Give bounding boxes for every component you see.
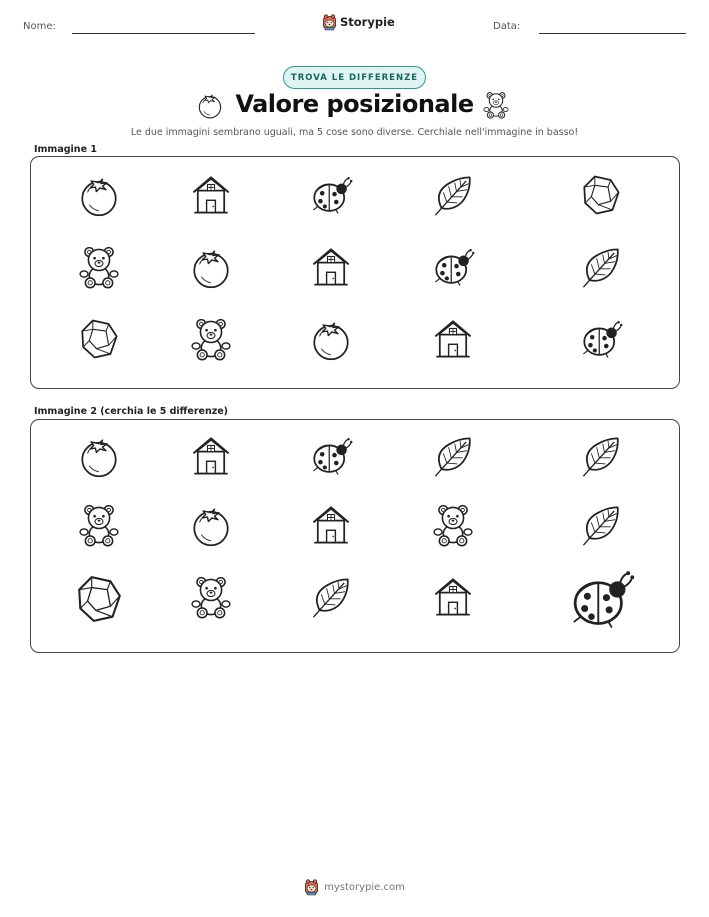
house-icon[interactable] xyxy=(309,503,353,547)
panel-1-label: Immagine 1 xyxy=(34,144,97,155)
house-icon[interactable] xyxy=(431,575,475,619)
leaf-icon xyxy=(431,173,475,217)
tomato-icon[interactable] xyxy=(189,503,233,547)
house-icon xyxy=(189,173,233,217)
storypie-logo-icon xyxy=(304,879,319,896)
panel-2-label: Immagine 2 (cerchia le 5 differenze) xyxy=(34,406,229,417)
teddy-bear-icon xyxy=(482,91,510,119)
footer-site: mystorypie.com xyxy=(324,882,405,893)
leaf-icon[interactable] xyxy=(579,434,623,478)
brand xyxy=(322,12,395,32)
brand-name: Storypie xyxy=(340,15,395,29)
tomato-icon xyxy=(189,245,233,289)
tomato-icon xyxy=(309,317,353,361)
leaf-icon xyxy=(579,245,623,289)
leaf-icon[interactable] xyxy=(431,434,475,478)
gem-icon xyxy=(579,173,623,217)
date-label: Data: xyxy=(493,21,521,32)
house-icon xyxy=(431,317,475,361)
storypie-logo-icon xyxy=(322,14,337,31)
teddy-bear-icon[interactable] xyxy=(189,575,233,619)
gem-icon[interactable] xyxy=(73,573,125,625)
ladybug-icon xyxy=(579,317,623,361)
house-icon[interactable] xyxy=(189,434,233,478)
page-title: Valore posizionale xyxy=(235,90,474,118)
ladybug-icon xyxy=(309,173,353,217)
activity-tag: TROVA LE DIFFERENZE xyxy=(283,66,426,89)
teddy-bear-icon xyxy=(77,245,121,289)
name-label: Nome: xyxy=(23,21,56,32)
picture-panel-2[interactable] xyxy=(30,419,680,653)
date-field[interactable] xyxy=(539,33,686,34)
name-field[interactable] xyxy=(72,33,255,34)
instructions: Le due immagini sembrano uguali, ma 5 cose sono diverse. Cerchiale nell'immagine in basso! xyxy=(130,127,579,138)
ladybug-icon[interactable] xyxy=(309,434,353,478)
picture-panel-1 xyxy=(30,156,680,389)
house-icon xyxy=(309,245,353,289)
leaf-icon[interactable] xyxy=(309,575,353,619)
ladybug-icon[interactable] xyxy=(567,565,635,633)
teddy-bear-icon[interactable] xyxy=(431,503,475,547)
leaf-icon[interactable] xyxy=(579,503,623,547)
tomato-icon[interactable] xyxy=(77,434,121,478)
tomato-icon xyxy=(77,173,121,217)
footer xyxy=(0,879,709,896)
gem-icon xyxy=(77,317,121,361)
teddy-bear-icon xyxy=(189,317,233,361)
teddy-bear-icon[interactable] xyxy=(77,503,121,547)
ladybug-icon xyxy=(431,245,475,289)
